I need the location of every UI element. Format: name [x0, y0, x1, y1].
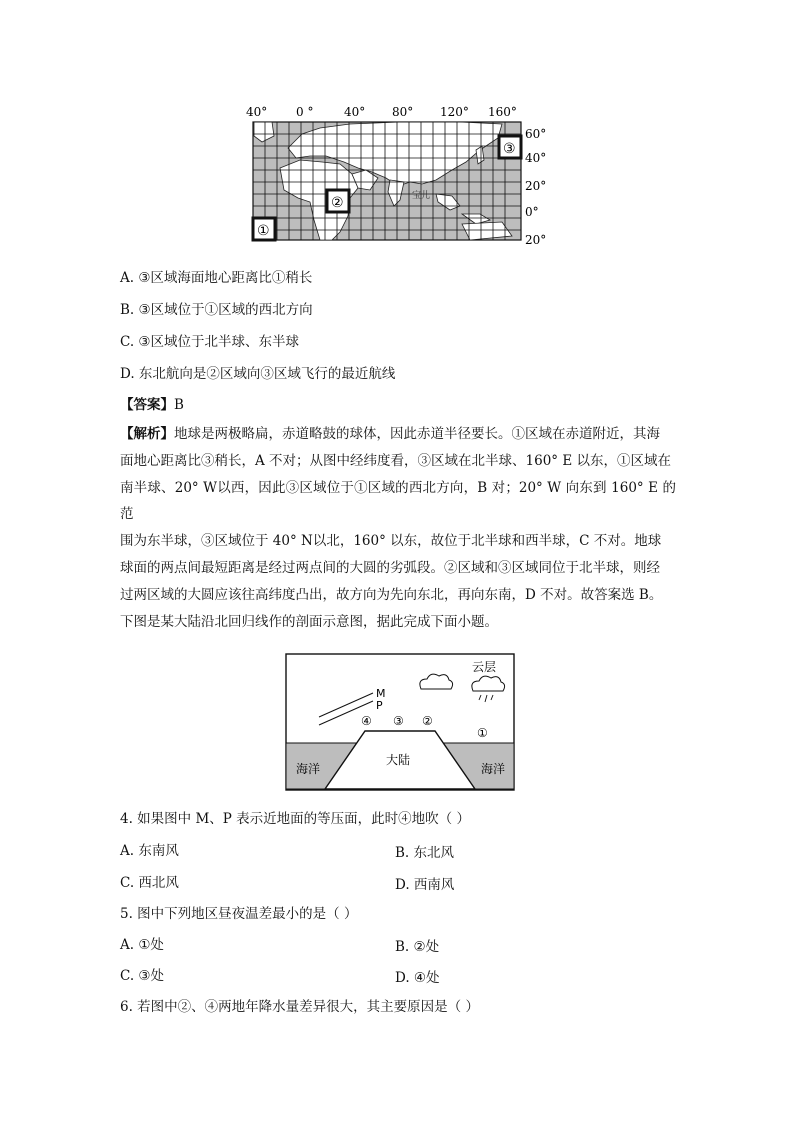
lat-label-0: 0° [525, 205, 539, 219]
q4-option-b: B. 东北风 [395, 845, 455, 861]
land-label: 大陆 [386, 753, 411, 767]
q3-option-a: A. ③区域海面地心距离比①稍长 [120, 270, 313, 286]
region-1-label: ① [257, 223, 270, 239]
region-2-box [327, 190, 349, 212]
lat-label-40n: 40° [525, 151, 547, 165]
analysis-line-3: 南半球、20° W以西，因此③区域位于①区域的西北方向，B 对；20° W 向东到 160° E 的范 [120, 479, 676, 523]
q5-option-d: D. ④处 [395, 970, 440, 986]
sea-right-label: 海洋 [481, 762, 506, 776]
intro-text: 下图是某大陆沿北回归线作的剖面示意图，据此完成下面小题。 [120, 613, 498, 630]
world-map-figure [240, 98, 555, 248]
lon-label-160e: 160° [488, 105, 517, 119]
analysis-label: 【解析】 [120, 426, 174, 442]
answer-value: B [174, 397, 184, 413]
q4-option-d: D. 西南风 [395, 877, 455, 893]
region-2-label: ② [331, 195, 344, 211]
region-3-label: ③ [503, 141, 516, 157]
lon-label-120e: 120° [440, 105, 469, 119]
analysis-line-4: 围为东半球，③区域位于 40° N以北，160° 以东，故位于北半球和西半球，C 不对。地球 [120, 533, 662, 550]
map-place-label: 宝儿 [412, 191, 431, 201]
label-p: P [376, 699, 383, 712]
q5-option-b: B. ②处 [395, 939, 440, 955]
q5-option-c: C. ③处 [120, 968, 165, 984]
q4-option-c: C. 西北风 [120, 875, 179, 891]
q5-stem: 5. 图中下列地区昼夜温差最小的是（ ） [120, 906, 358, 922]
point-2: ② [422, 714, 433, 728]
lon-label-40e: 40° [344, 105, 366, 119]
point-4: ④ [361, 714, 372, 728]
analysis-line-1: 地球是两极略扁，赤道略鼓的球体，因此赤道半径要长。①区域在赤道附近，其海 [174, 426, 660, 442]
point-1: ① [477, 726, 488, 740]
analysis-line-2: 面地心距离比③稍长，A 不对；从图中经纬度看，③区域在北半球、160° E 以东，①区域在 [120, 452, 671, 469]
q4-stem: 4. 如果图中 M、P 表示近地面的等压面，此时④地吹（ ） [120, 811, 470, 827]
answer-label: 【答案】 [120, 397, 174, 413]
lon-label-40w: 40° [246, 105, 268, 119]
analysis-line-5: 球面的两点间最短距离是经过两点间的大圆的劣弧段。②区域和③区域同位于北半球，则经 [120, 559, 660, 576]
q6-stem: 6. 若图中②、④两地年降水量差异很大，其主要原因是（ ） [120, 999, 479, 1015]
q4-option-a: A. 东南风 [120, 843, 179, 859]
cloud-layer-label: 云层 [472, 660, 497, 674]
sea-left-label: 海洋 [296, 762, 321, 776]
region-3-box [499, 136, 521, 158]
lat-label-20n: 20° [525, 179, 547, 193]
profile-figure [285, 653, 515, 791]
label-m: M [376, 687, 386, 700]
q3-option-d: D. 东北航向是②区域向③区域飞行的最近航线 [120, 366, 396, 382]
q3-option-b: B. ③区域位于①区域的西北方向 [120, 302, 313, 318]
lat-label-20s: 20° [525, 233, 547, 247]
lon-label-80e: 80° [392, 105, 414, 119]
point-3: ③ [393, 714, 404, 728]
answer-line [120, 395, 184, 415]
lon-label-0: 0 ° [296, 105, 314, 119]
q5-option-a: A. ①处 [120, 937, 164, 953]
region-1-box [253, 218, 275, 240]
analysis-line-6: 过两区域的大圆应该往高纬度凸出，故方向为先向东北，再向东南，D 不对。故答案选 B。 [120, 586, 663, 603]
lat-label-60n: 60° [525, 127, 547, 141]
q3-option-c: C. ③区域位于北半球、东半球 [120, 334, 300, 350]
analysis-block [120, 421, 676, 635]
